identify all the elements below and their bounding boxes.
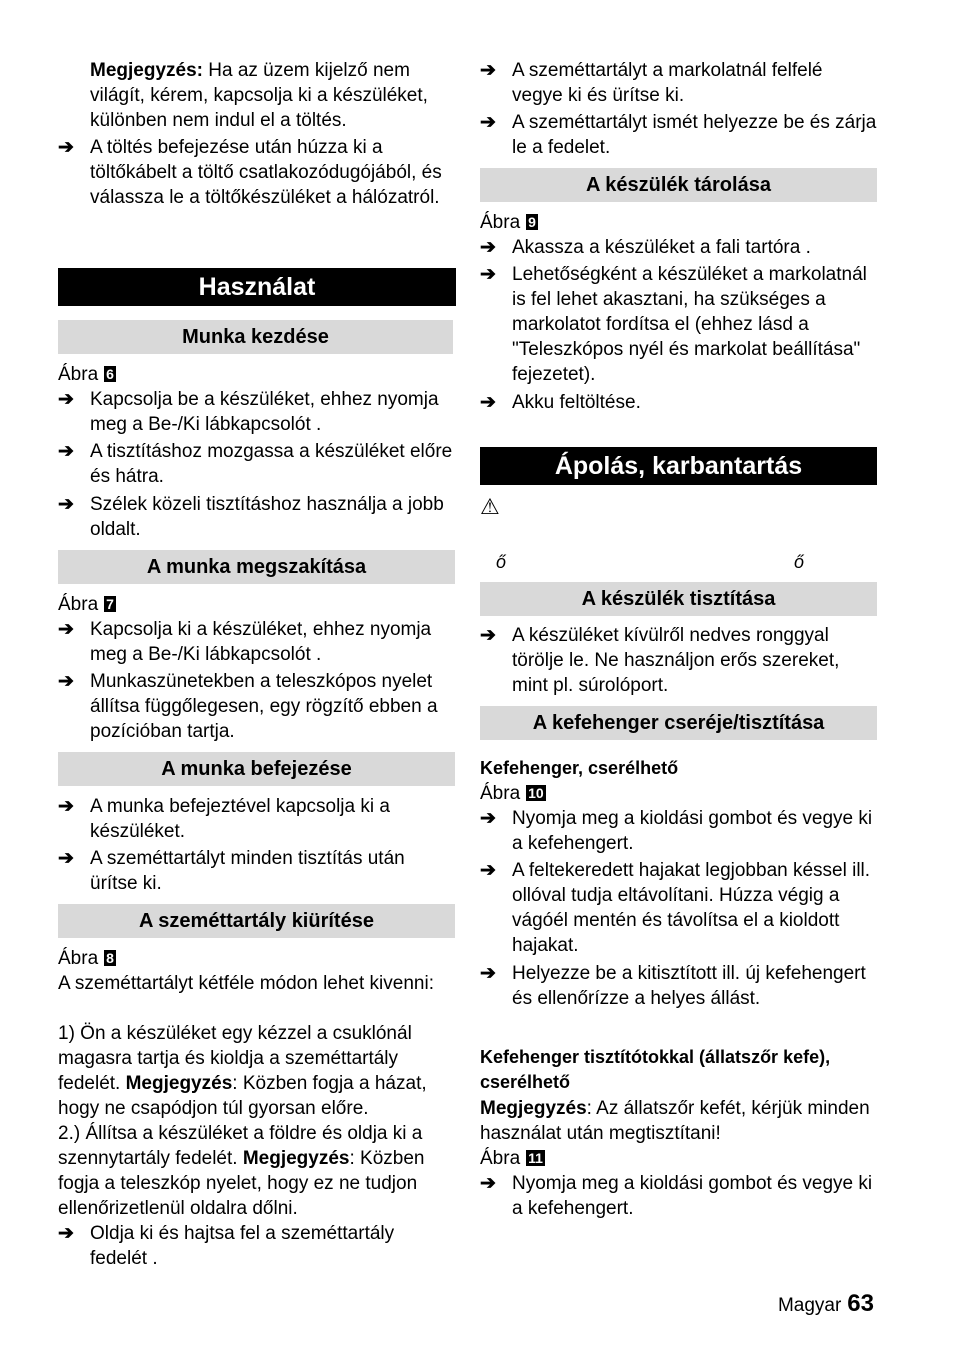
heading-work-pause: A munka megszakítása [58,550,455,584]
heading-work-finish: A munka befejezése [58,752,455,786]
bullet-text: Kapcsolja be a készüléket, ehhez nyomja meg a Be-/Ki lábkapcsolót . [90,389,439,435]
bullet-text: Helyezze be a kitisztított ill. új kefehengert és ellenőrízze a helyes állást. [512,963,866,1009]
arrow-icon: ➔ [480,963,496,984]
bullet-text: Nyomja meg a kioldási gombot és vegye ki a kefehengert. [512,808,873,854]
bullet-text: Akku feltöltése. [512,392,641,413]
arrow-icon: ➔ [480,808,496,829]
figure-label: Ábra [480,212,521,233]
bullet-text: Lehetőségként a készüléket a markolatnál is fel lehet akasztani, ha szükséges a markolatot fordítsa el (ehhez lásd a "Teleszkópos nyél és markolat beállítása" fejezetet). [512,264,867,385]
bullet-text: A tisztításhoz mozgassa a készüléket előre és hátra. [90,441,453,487]
paragraph [58,1121,454,1221]
paragraph: A szeméttartályt kétféle módon lehet kivenni: [58,973,434,994]
figure-ref [480,1146,545,1171]
stray-glyph: ő [496,552,507,572]
heading-work-start: Munka kezdése [58,320,453,354]
arrow-icon: ➔ [58,796,74,817]
arrow-icon: ➔ [58,671,74,692]
page-footer [778,1290,874,1318]
bullet-text: A feltekeredett hajakat legjobban késsel ill. ollóval tudja eltávolítani. Húzza végig a vágóél mentén és távolítsa el a kioldott hajakat. [512,860,871,956]
bullet-item [58,617,456,667]
figure-number: 10 [528,785,544,801]
bullet-text: A szeméttartályt a markolatnál felfelé vegye ki és ürítse ki. [512,60,823,106]
note [480,1096,876,1146]
figure-number: 9 [528,214,536,230]
arrow-icon: ➔ [58,494,74,515]
arrow-icon: ➔ [58,1223,74,1244]
figure-label: Ábra [58,594,99,615]
arrow-icon: ➔ [58,389,74,410]
bullet-text: Akassza a készüléket a fali tartóra . [512,237,811,258]
figure-ref [58,362,116,387]
paragraph-text: 1) Ön a készüléket egy kézzel a csuklónál magasra tartja és kioldja a szeméttartály fedelét. [58,1023,412,1094]
heading-brush-roller: A kefehenger cseréje/tisztítása [480,706,877,740]
arrow-icon: ➔ [480,264,496,285]
bullet-item [480,806,878,856]
bullet-item [58,135,456,210]
bullet-item [58,439,456,489]
section-title-care: Ápolás, karbantartás [480,447,877,485]
page-number: 63 [847,1290,874,1317]
note-label: Megjegyzés [480,1098,587,1119]
note-intro [90,58,456,133]
bullet-item [480,858,878,958]
bullet-text: A készüléket kívülről nedves ronggyal törölje le. Ne használjon erős szereket, mint pl. súrolóport. [512,625,840,696]
arrow-icon: ➔ [480,860,496,881]
stray-glyph: ő [794,552,805,572]
bullet-item [58,794,456,844]
subheading: Kefehenger, cserélhető [480,758,679,778]
bullet-item [480,58,878,108]
bullet-item [58,492,456,542]
figure-number: 11 [528,1150,543,1166]
bullet-item [480,262,878,387]
paragraph [58,1021,454,1121]
figure-number: 6 [106,366,114,382]
arrow-icon: ➔ [480,237,496,258]
bullet-item [480,1171,878,1221]
bullet-item [480,235,878,260]
arrow-icon: ➔ [58,619,74,640]
paragraph-text: 2.) Állítsa a készüléket a földre és oldja ki a szennytartály fedelét. [58,1123,423,1169]
bullet-item [58,846,456,896]
section-title-use: Használat [58,268,456,306]
arrow-icon: ➔ [58,137,74,158]
bullet-item [480,623,878,698]
figure-label: Ábra [58,948,99,969]
figure-label: Ábra [480,1148,521,1169]
bullet-text: Nyomja meg a kioldási gombot és vegye ki a kefehengert. [512,1173,873,1219]
note-label: Megjegyzés [125,1073,233,1094]
arrow-icon: ➔ [58,848,74,869]
note-text: : Az állatszőr kefét, kérjük minden használat után megtisztítani! [480,1098,870,1144]
bullet-text: Oldja ki és hajtsa fel a szeméttartály fedelét . [90,1223,395,1269]
figure-ref [58,946,116,971]
bullet-text: A szeméttartályt minden tisztítás után ürítse ki. [90,848,405,894]
figure-label: Ábra [58,364,99,385]
figure-ref [58,592,116,617]
figure-label: Ábra [480,783,521,804]
paragraph-text: : Közben fogja a teleszkóp nyelet, hogy ez ne tudjon ellenőrizetlenül oldalra dőlni. [58,1148,425,1219]
bullet-text: A töltés befejezése után húzza ki a töltőkábelt a töltő csatlakozódugójából, és válassza le a töltőkészüléket a hálózatról. [90,137,442,208]
bullet-item [480,110,878,160]
bullet-item [58,669,456,744]
note-text: Ha az üzem kijelző nem világít, kérem, kapcsolja ki a készüléket, különben nem indul el a töltés. [90,60,428,131]
subheading: Kefehenger tisztítótokkal (állatszőr kefe), cserélhető [480,1047,831,1092]
arrow-icon: ➔ [480,60,496,81]
figure-ref [480,210,538,235]
bullet-text: A munka befejeztével kapcsolja ki a készüléket. [90,796,390,842]
figure-number: 7 [106,596,114,612]
arrow-icon: ➔ [480,1173,496,1194]
bullet-item [480,390,878,415]
arrow-icon: ➔ [480,112,496,133]
arrow-icon: ➔ [58,441,74,462]
bullet-text: Szélek közeli tisztításhoz használja a jobb oldalt. [90,494,444,540]
bullet-text: A szeméttartályt ismét helyezze be és zárja le a fedelet. [512,112,877,158]
note-label: Megjegyzés: [90,60,203,81]
bullet-item [58,1221,456,1271]
figure-number: 8 [106,950,114,966]
bullet-text: Munkaszünetekben a teleszkópos nyelet állítsa függőlegesen, egy rögzítő ebben a pozícióban tartja. [90,671,438,742]
bullet-item [58,387,456,437]
warning-icon: ⚠ [480,494,500,519]
heading-device-cleaning: A készülék tisztítása [480,582,877,616]
heading-storage: A készülék tárolása [480,168,877,202]
arrow-icon: ➔ [480,392,496,413]
heading-empty-bin: A szeméttartály kiürítése [58,904,455,938]
note-label: Megjegyzés [242,1148,350,1169]
footer-language: Magyar [777,1295,842,1316]
arrow-icon: ➔ [480,625,496,646]
bullet-text: Kapcsolja ki a készüléket, ehhez nyomja meg a Be-/Ki lábkapcsolót . [90,619,432,665]
figure-ref [480,781,546,806]
paragraph-text: : Közben fogja a házat, hogy ne csapódjon túl gyorsan előre. [58,1073,427,1119]
bullet-item [480,961,878,1011]
